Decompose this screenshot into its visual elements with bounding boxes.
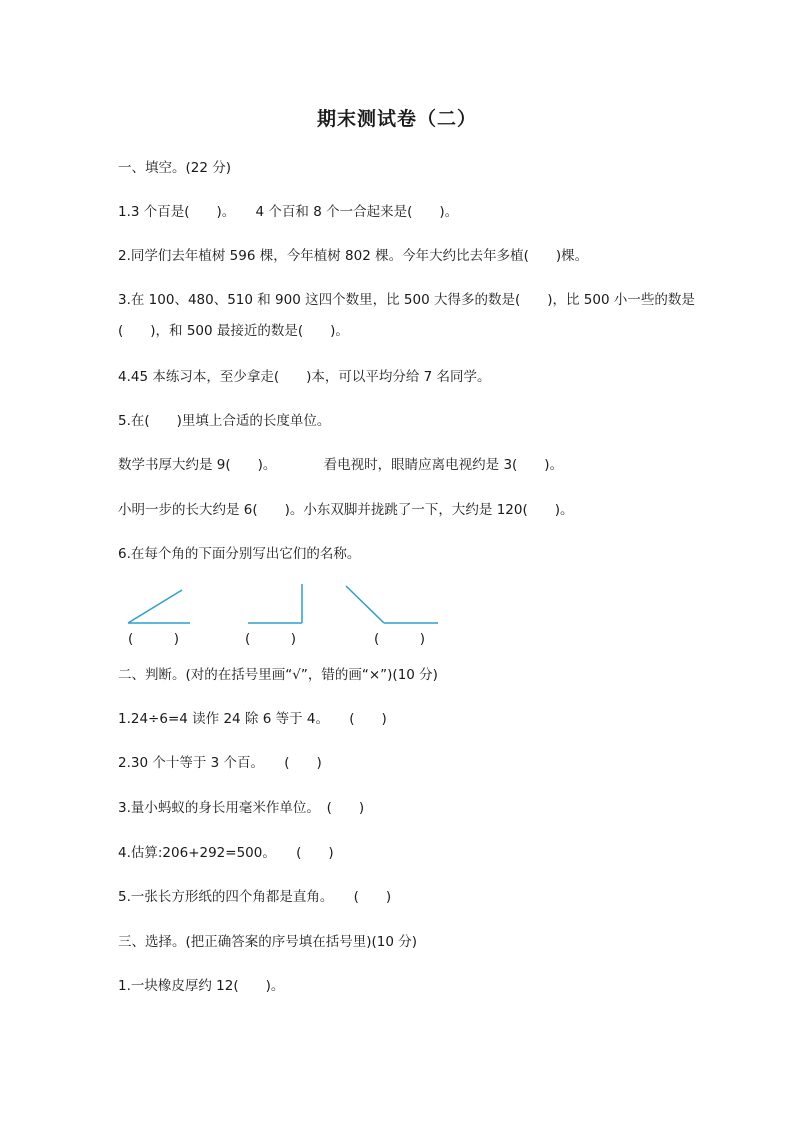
choice-item: 1.一块橡皮厚约 12( )。 <box>118 978 285 994</box>
section-heading-choice: 三、选择。(把正确答案的序号填在括号里)(10 分) <box>118 934 418 950</box>
angle-diagrams <box>118 580 458 630</box>
angle-answer-2[interactable]: ( ) <box>245 631 297 647</box>
obtuse-angle <box>346 586 438 623</box>
page-title: 期末测试卷（二） <box>316 108 477 130</box>
judge-item: 2.30 个十等于 3 个百。 ( ) <box>118 755 322 771</box>
question-5: 5.在( )里填上合适的长度单位。 <box>118 413 331 429</box>
judge-item: 5.一张长方形纸的四个角都是直角。 ( ) <box>118 889 392 905</box>
judge-item: 4.估算:206+292=500。 ( ) <box>118 845 334 861</box>
section-heading-fill-in: 一、填空。(22 分) <box>118 160 232 176</box>
question-5-part-a: 数学书厚大约是 9( )。 看电视时，眼睛应离电视约是 3( )。 <box>118 457 564 473</box>
judge-item: 1.24÷6=4 读作 24 除 6 等于 4。 ( ) <box>118 711 387 727</box>
judge-item: 3.量小蚂蚁的身长用毫米作单位。 ( ) <box>118 800 365 816</box>
section-heading-true-false: 二、判断。(对的在括号里画“√”，错的画“×”)(10 分) <box>118 667 438 683</box>
angle-answer-3[interactable]: ( ) <box>374 631 426 647</box>
angle-answer-1[interactable]: ( ) <box>128 631 180 647</box>
question-3-line-1: 3.在 100、480、510 和 900 这四个数里，比 500 大得多的数是( )，比 500 小一些的数是 <box>118 292 695 308</box>
angle-figures <box>118 580 458 650</box>
question-4: 4.45 本练习本，至少拿走( )本，可以平均分给 7 名同学。 <box>118 369 491 385</box>
question-5-part-b: 小明一步的长大约是 6( )。小东双脚并拢跳了一下，大约是 120( )。 <box>118 502 574 518</box>
right-angle <box>248 584 302 623</box>
question-1: 1.3 个百是( )。 4 个百和 8 个一合起来是( )。 <box>118 204 459 220</box>
question-6: 6.在每个角的下面分别写出它们的名称。 <box>118 546 361 562</box>
question-2: 2.同学们去年植树 596 棵，今年植树 802 棵。今年大约比去年多植( )棵。 <box>118 248 589 264</box>
acute-angle <box>128 590 190 623</box>
question-3-line-2: ( )，和 500 最接近的数是( )。 <box>118 323 349 339</box>
